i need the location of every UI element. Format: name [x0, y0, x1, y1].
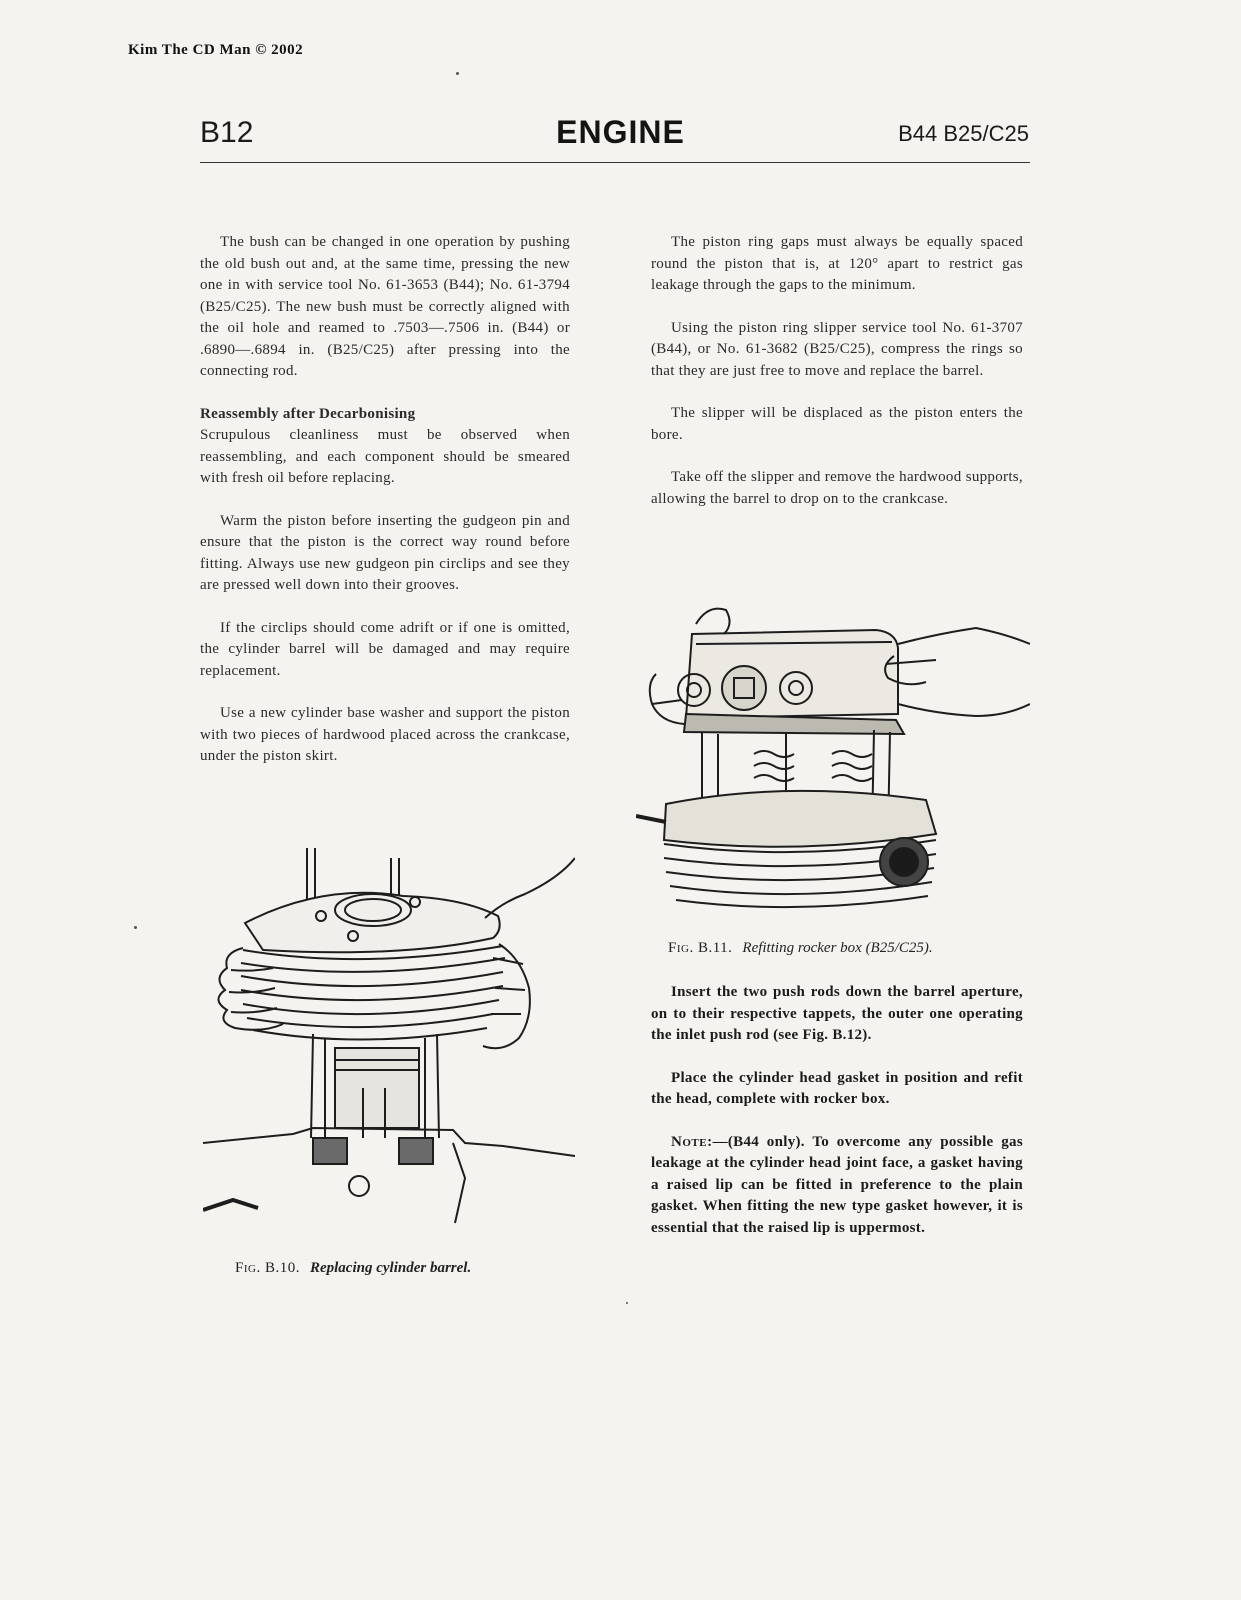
- section-heading: Reassembly after Decarbonising: [200, 405, 416, 422]
- model-range: B44 B25/C25: [898, 121, 1029, 146]
- paragraph-slipper-displaced: The slipper will be displaced as the piston enters the bore.: [651, 405, 1023, 443]
- figure-replacing-cylinder-barrel: [203, 838, 575, 1232]
- page-number: B12: [200, 116, 254, 149]
- paragraph-push-rods: Insert the two push rods down the barrel aperture, on to their respective tappets, the outer one operating the inlet push rod (see Fig. B.12).: [651, 984, 1023, 1043]
- paragraph-ring-gaps: The piston ring gaps must always be equally spaced round the piston that is, at 120° apart to restrict gas leakage through the gaps to the minimum.: [651, 234, 1023, 293]
- paragraph-gudgeon-pin: Warm the piston before inserting the gudgeon pin and ensure that the piston is the correct way round before fitting. Always use new gudgeon pin circlips and see they are pressed well down into their grooves.: [200, 512, 570, 593]
- paragraph-cleanliness: Scrupulous cleanliness must be observed when reassembling, and each component should be smeared with fresh oil before replacing.: [200, 427, 570, 486]
- figure-refitting-rocker-box: [636, 604, 1030, 922]
- cylinder-barrel-illustration: [203, 838, 575, 1232]
- figure-title: Replacing cylinder barrel.: [309, 1260, 472, 1276]
- figure-label: Fig. B.10.: [235, 1260, 300, 1276]
- rocker-box-illustration: [636, 604, 1030, 922]
- paragraph-circlips: If the circlips should come adrift or if one is omitted, the cylinder barrel will be damaged and may require replacement.: [200, 619, 570, 679]
- page-title: ENGINE: [556, 114, 685, 150]
- scan-speck: [456, 72, 459, 75]
- scan-watermark: Kim The CD Man © 2002: [128, 42, 304, 58]
- caption-figure-b10: [235, 1260, 471, 1277]
- left-column: [200, 232, 570, 789]
- right-column-lower: [651, 982, 1023, 1260]
- note-label: Note:: [671, 1133, 713, 1150]
- figure-label: Fig. B.11.: [668, 940, 733, 956]
- note-text: —(B44 only). To overcome any possible gas leakage at the cylinder head joint face, a gasket having a raised lip can be fitted in preference to the plain gasket. When fitting the new type gasket however, it is essential that the raised lip is uppermost.: [651, 1133, 1023, 1236]
- paragraph-bush-change: The bush can be changed in one operation by pushing the old bush out and, at the same time, pressing the new one in with service tool No. 61-3653 (B44); No. 61-3794 (B25/C25). The new bush must be correctly aligned with the oil hole and reamed to .7503—.7506 in. (B44) or .6890—.6894 in. (B25/C25) after pressing into the connecting rod.: [200, 234, 570, 379]
- scan-speck: [626, 1302, 628, 1304]
- caption-figure-b11: [668, 940, 933, 957]
- paragraph-note: [651, 1132, 1023, 1240]
- paragraph-base-washer: Use a new cylinder base washer and support the piston with two pieces of hardwood placed across the crankcase, under the piston skirt.: [200, 705, 570, 764]
- header-rule: [200, 162, 1030, 163]
- paragraph-head-gasket: Place the cylinder head gasket in position and refit the head, complete with rocker box.: [651, 1069, 1023, 1107]
- right-column: [651, 232, 1023, 531]
- paragraph-ring-slipper: Using the piston ring slipper service tool No. 61-3707 (B44), or No. 61-3682 (B25/C25), compress the rings so that they are just free to move and replace the barrel.: [651, 319, 1023, 379]
- figure-title: Refitting rocker box (B25/C25).: [742, 940, 933, 956]
- scan-speck: [134, 926, 137, 929]
- paragraph-remove-supports: Take off the slipper and remove the hardwood supports, allowing the barrel to drop on to the crankcase.: [651, 469, 1023, 507]
